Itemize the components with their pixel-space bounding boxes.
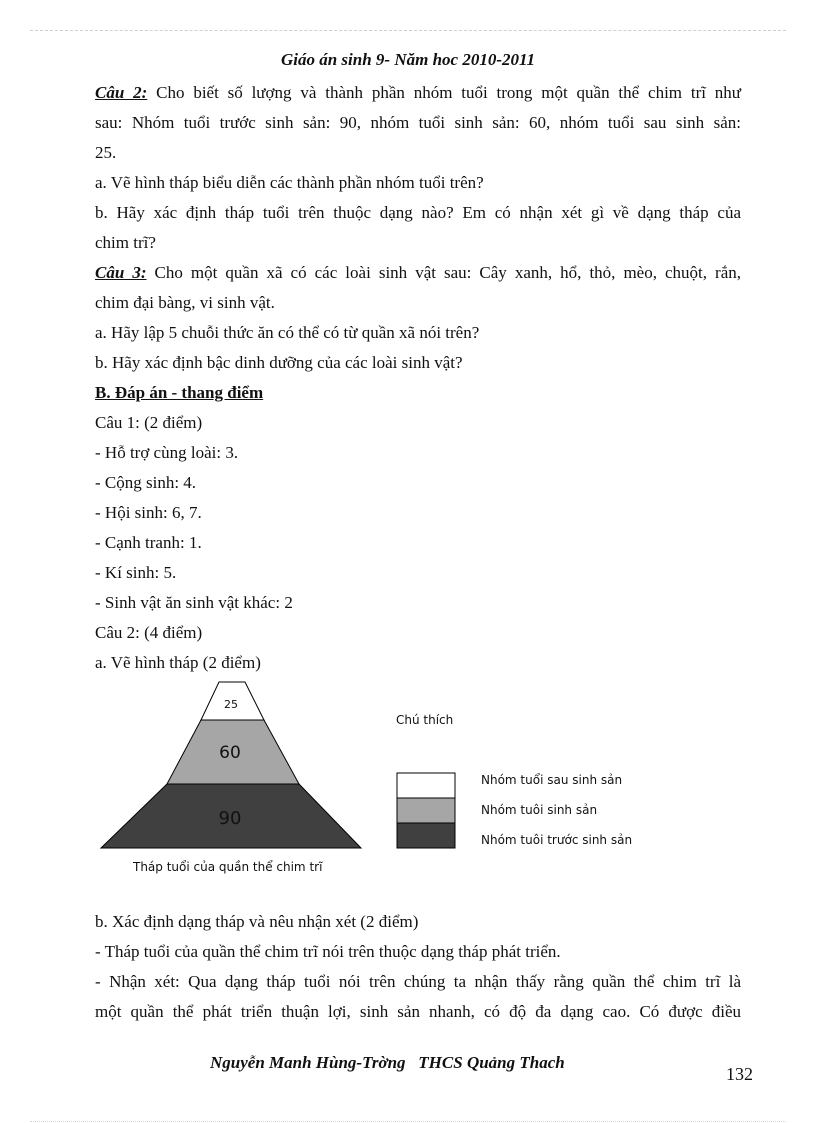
pyramid-value-label-post: 25 xyxy=(224,698,238,711)
page-footer: Nguyễn Manh Hùng-Trờng THCS Quảng Thach xyxy=(210,1053,565,1072)
legend-label-post: Nhóm tuổi sau sinh sản xyxy=(481,773,623,787)
answer-1-item: - Cộng sinh: 4. xyxy=(95,473,197,492)
answer-1-item: - Kí sinh: 5. xyxy=(95,563,177,582)
question-2-part-b-line-1: b. Hãy xác định tháp tuổi trên thuộc dạng nào? Em có nhận xét gì về dạng tháp của xyxy=(95,203,741,222)
answer-2-part-b-item-2-line-2: một quần thể phát triển thuận lợi, sinh sản nhanh, có độ đa dạng cao. Có được điều xyxy=(95,1002,741,1021)
question-2-part-a: a. Vẽ hình tháp biểu diễn các thành phần nhóm tuổi trên? xyxy=(95,173,484,192)
legend-swatch-reproductive xyxy=(397,798,455,823)
answer-1-item: - Sinh vật ăn sinh vật khác: 2 xyxy=(95,593,293,612)
question-3-line-1 xyxy=(95,258,741,288)
answer-1-item: - Hỗ trợ cùng loài: 3. xyxy=(95,443,239,462)
page-header: Giáo án sinh 9- Năm hoc 2010-2011 xyxy=(280,50,536,69)
answer-2-part-b-item-1: - Tháp tuổi của quần thể chim trĩ nói trên thuộc dạng tháp phát triển. xyxy=(95,942,561,961)
question-2-line-2: sau: Nhóm tuổi trước sinh sản: 90, nhóm tuổi sinh sản: 60, nhóm tuổi sau sinh sản: xyxy=(95,113,741,132)
answer-1-title: Câu 1: (2 điểm) xyxy=(95,413,203,432)
question-2-line-3: 25. xyxy=(95,143,117,162)
chart-caption: Tháp tuổi của quần thể chim trĩ xyxy=(133,860,323,874)
question-2-part-b-line-2: chim trĩ? xyxy=(95,233,156,252)
pyramid-value-label-pre: 90 xyxy=(218,808,242,829)
question-3-text: Cho một quần xã có các loài sinh vật sau: Cây xanh, hổ, thỏ, mèo, chuột, rắn, xyxy=(154,263,742,282)
answer-2-part-a: a. Vẽ hình tháp (2 điểm) xyxy=(95,653,261,672)
question-2-text: Cho biết số lượng và thành phần nhóm tuổi trong một quần thể chim trĩ như xyxy=(156,83,742,102)
question-3-label: Câu 3: xyxy=(95,263,147,282)
legend-label-reproductive: Nhóm tuôi sinh sản xyxy=(481,803,598,817)
question-2-line-1 xyxy=(95,78,741,108)
answer-2-part-b-item-2-line-1: - Nhận xét: Qua dạng tháp tuổi nói trên chúng ta nhận thấy rằng quần thể chim trĩ là xyxy=(95,972,741,991)
page-number: 132 xyxy=(726,1064,753,1084)
legend-swatch-pre xyxy=(397,823,455,848)
answer-section-title: B. Đáp án - thang điểm xyxy=(95,383,264,402)
answer-1-item: - Hội sinh: 6, 7. xyxy=(95,503,202,522)
legend-label-pre: Nhóm tuôi trước sinh sản xyxy=(481,833,633,847)
answer-1-item: - Cạnh tranh: 1. xyxy=(95,533,202,552)
age-pyramid-chart xyxy=(95,676,655,886)
legend-title: Chú thích xyxy=(396,713,454,727)
pyramid-value-label-reproductive: 60 xyxy=(219,743,241,763)
document-body-continued xyxy=(95,907,741,1027)
question-3-part-a: a. Hãy lập 5 chuỗi thức ăn có thể có từ quần xã nói trên? xyxy=(95,323,480,342)
document-body xyxy=(95,78,741,678)
question-3-line-2: chim đại bàng, vi sinh vật. xyxy=(95,293,275,312)
answer-2-part-b: b. Xác định dạng tháp và nêu nhận xét (2 điểm) xyxy=(95,912,419,931)
question-2-label: Câu 2: xyxy=(95,83,148,102)
legend-swatch-post xyxy=(397,773,455,798)
question-3-part-b: b. Hãy xác định bậc dinh dưỡng của các loài sinh vật? xyxy=(95,353,463,372)
answer-2-title: Câu 2: (4 điểm) xyxy=(95,623,203,642)
